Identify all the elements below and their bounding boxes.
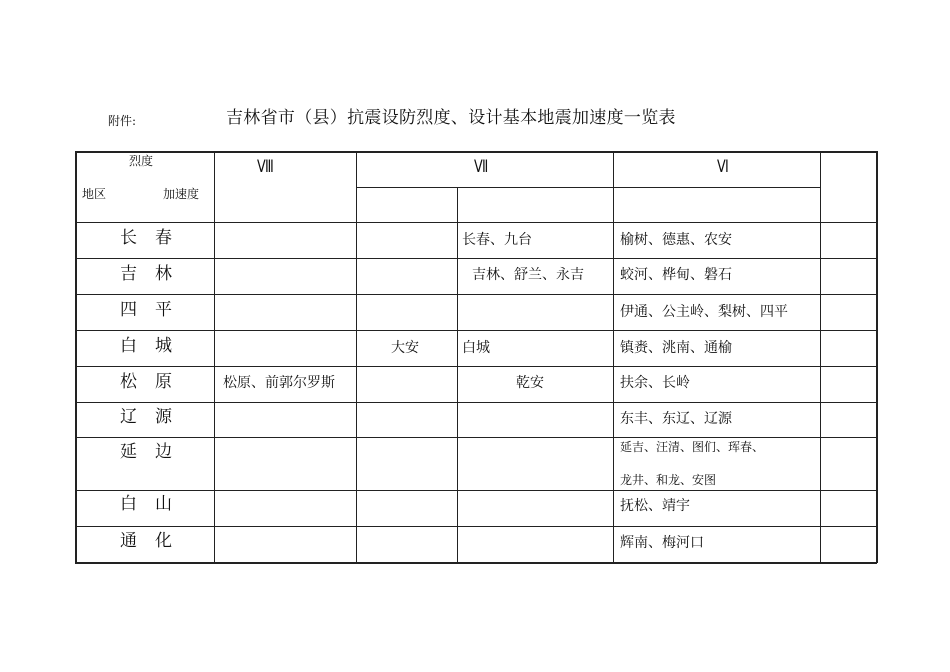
table-rule [75,490,877,491]
vii-cell: 白城 [462,340,490,356]
table-rule [75,222,877,223]
table-rule [75,330,877,331]
table-rule [75,366,877,367]
table-border-right [876,151,878,563]
region-name: 松原 [120,372,190,392]
page-title: 吉林省市（县）抗震设防烈度、设计基本地震加速度一览表 [226,108,676,128]
region-name: 延边 [120,442,190,462]
vi-cell: 榆树、德惠、农安 [620,232,732,248]
table-rule [820,151,821,563]
region-name: 四平 [120,300,190,320]
attachment-label: 附件: [108,114,137,128]
header-col-vi: Ⅵ [717,157,729,177]
viii-cell: 松原、前郭尔罗斯 [223,375,335,391]
region-name: 白山 [120,494,190,514]
header-acceleration: 加速度 [163,187,200,201]
header-col-viii: Ⅷ [257,157,274,177]
table-rule [75,258,877,259]
table-rule [356,187,821,188]
table-rule [75,402,877,403]
vi-cell-line1: 延吉、汪清、图们、珲春、 [620,440,765,454]
vii-cell: 乾安 [516,375,544,391]
vi-cell: 东丰、东辽、辽源 [620,411,732,427]
region-name: 长春 [120,228,190,248]
table-rule [75,437,877,438]
header-region: 地区 [82,187,107,201]
vii-cell: 吉林、舒兰、永吉 [472,267,584,283]
vi-cell-line2: 龙井、和龙、安图 [620,473,717,487]
vi-cell: 伊通、公主岭、梨树、四平 [620,304,788,320]
table-border-left [75,151,77,563]
vi-cell: 蛟河、桦甸、磐石 [620,267,732,283]
table-rule [75,294,877,295]
table-rule [356,151,357,563]
table-rule [613,151,614,563]
region-name: 通化 [120,531,190,551]
region-name: 吉林 [120,264,190,284]
region-name: 白城 [120,336,190,356]
vi-cell: 镇赉、洮南、通榆 [620,340,732,356]
table-rule [457,187,458,563]
vi-cell: 辉南、梅河口 [620,535,704,551]
header-col-vii: Ⅶ [474,157,489,177]
region-name: 辽源 [120,407,190,427]
table-border-top [75,151,877,153]
vi-cell: 扶余、长岭 [620,375,690,391]
table-rule [214,151,215,563]
vii-cell: 长春、九台 [462,232,532,248]
header-intensity: 烈度 [129,154,154,168]
vi-cell: 抚松、靖宇 [620,498,690,514]
table-rule [75,526,877,527]
vii-cell: 大安 [391,340,419,356]
table-border-bottom [75,562,877,564]
